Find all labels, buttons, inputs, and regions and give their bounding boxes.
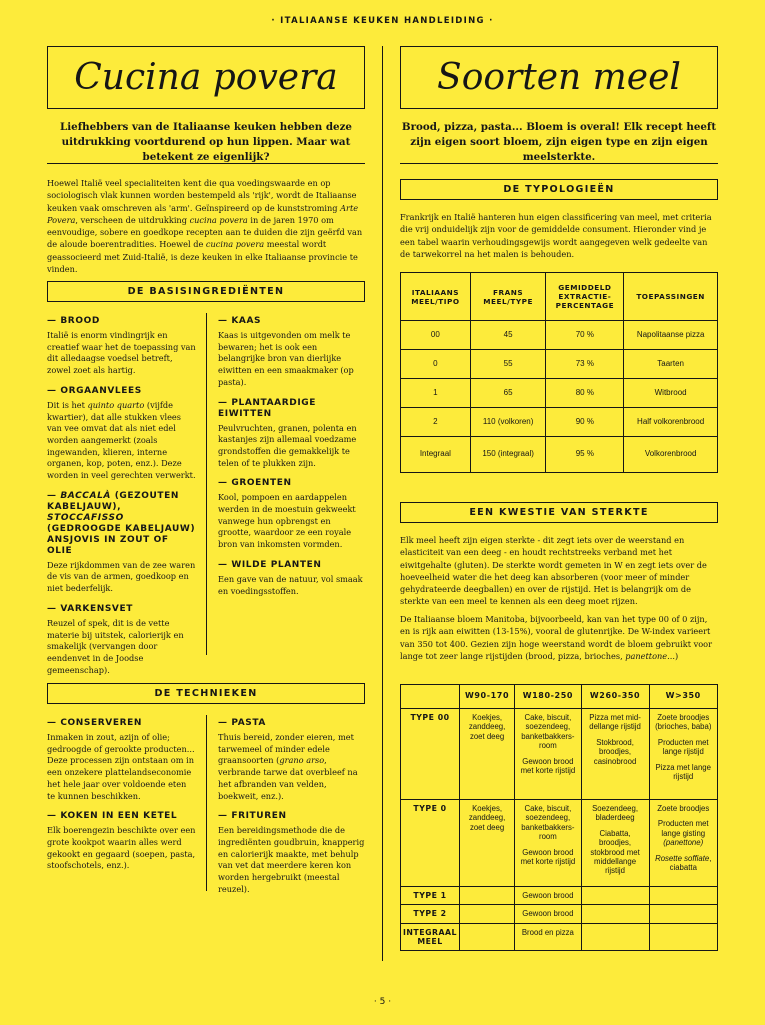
typologies-heading: DE TYPOLOGIEËN (400, 179, 718, 200)
table-cell: Napolitaanse pizza (624, 321, 718, 350)
left-body: Hoewel Italië veel specialiteiten kent die qua voedingswaarde en op sociologisch vlak kunnen worden bestempeld als 'rijk', wordt de Italiaanse keuken vaak omschreven als 'arm'. Geïnspireerd op de kunststroming Arte Povera, verscheen de uitdrukking cucina povera in de jaren 1970 om eenvoudige, sobere en goedkope recepten aan te duiden die zijn geërfd van de aloude boerentradities. Hoewel de cucina povera meestal wordt geassocieerd met Zuid-Italië, is deze keuken in elke Italiaanse provincie te vinden. (47, 178, 363, 275)
table-cell: 95 % (546, 437, 624, 473)
left-title: Cucina povera (74, 57, 338, 98)
table-cell: 45 (470, 321, 546, 350)
table-cell: 73 % (546, 350, 624, 379)
table-header: W90-170 (460, 685, 515, 709)
left-intro: Liefhebbers van de Italiaanse keuken hebben deze uitdrukking voortdurend op hun lippen. Maar wat betekent ze eigenlijk? (60, 121, 352, 163)
table-header: FRANS MEEL/TYPE (470, 273, 546, 321)
table-cell: Koekjes, zanddeeg, zoet deeg (460, 709, 515, 800)
strength-paragraph-1: Elk meel heeft zijn eigen sterkte - dit zegt iets over de weerstand en elasticiteit van een deeg - en houdt rechtstreeks verband met het eiwitgehalte (gluten). De sterkte wordt gemeten in W en zegt iets over de hoeveelheid water die het deeg kan absorberen (voor meer of minder gehydrateerde deegballen) en over de rijstijd. Het is belangrijk om de sterkte van een meel te kennen als een deeg moet rijzen. (400, 535, 707, 607)
table-cell (649, 905, 718, 923)
ingredients-col-2 (218, 316, 365, 606)
table-row (401, 408, 718, 437)
table-cell: Gewoon brood (515, 886, 581, 904)
table-cell (460, 886, 515, 904)
table-row (401, 905, 718, 923)
strength-header-row (401, 685, 718, 709)
table-cell: 55 (470, 350, 546, 379)
technique-conserveren: — CONSERVEREN Inmaken in zout, azijn of olie; gedroogde of gerookte producten... Deze processen zijn ontstaan om in een onzekere plattelandseconomie het hele jaar over voldoende eten te kunnen beschikken. (47, 718, 195, 801)
table-header (401, 685, 460, 709)
table-cell: Volkorenbrood (624, 437, 718, 473)
table-cell (581, 905, 649, 923)
table-cell (460, 905, 515, 923)
table-cell: 65 (470, 379, 546, 408)
table-cell: Cake, biscuit, soezendeeg, banketbakkers-room Gewoon brood met korte rijstijd (515, 800, 581, 887)
table-header: W180-250 (515, 685, 581, 709)
table-cell: 80 % (546, 379, 624, 408)
technique-frituren: — FRITUREN Een bereidingsmethode die de ingrediënten goudbruin, knapperig en calorierijk maakte, met behulp van vet dat meerdere keren kon worden hergebruikt (meestal reuzel). (218, 811, 365, 894)
page-center-divider (382, 46, 383, 961)
table-row (401, 350, 718, 379)
table-cell: Witbrood (624, 379, 718, 408)
table-row (401, 437, 718, 473)
table-cell: 90 % (546, 408, 624, 437)
techniques-col-2 (218, 718, 365, 904)
techniques-heading: DE TECHNIEKEN (47, 683, 365, 704)
table-header: W260-350 (581, 685, 649, 709)
table-cell (581, 923, 649, 951)
table-cell: Integraal (401, 437, 471, 473)
left-divider (47, 163, 365, 164)
strength-heading: EEN KWESTIE VAN STERKTE (400, 502, 718, 523)
right-intro: Brood, pizza, pasta... Bloem is overal! Elk recept heeft zijn eigen soort bloem, zijn eigen type en zijn eigen meelsterkte. (401, 121, 717, 163)
row-label: TYPE 00 (401, 709, 460, 800)
ingredient-groenten: — GROENTEN Kool, pompoen en aardappelen werden in de moestuin gekweekt vanwege hun opbrengst en grootte, waardoor ze een royale bron van inkomsten vormden. (218, 478, 356, 550)
table-cell: 70 % (546, 321, 624, 350)
table-cell: 0 (401, 350, 471, 379)
table-header: TOEPASSINGEN (624, 273, 718, 321)
table-row (401, 709, 718, 800)
table-cell (581, 886, 649, 904)
running-header: · ITALIAANSE KEUKEN HANDLEIDING · (271, 16, 494, 26)
table-cell: Zoete broodjes Producten met lange gisting (panettone) Rosette soffiate, ciabatta (649, 800, 718, 887)
technique-koken-in-een-ketel: — KOKEN IN EEN KETEL Elk boerengezin beschikte over een grote kookpot waarin alles werd gekookt en gegaard (soepen, pasta, stoofschotels, enz.). (47, 811, 196, 871)
table-header: W>350 (649, 685, 718, 709)
techniques-col-1 (47, 718, 197, 881)
typologies-text: Frankrijk en Italië hanteren hun eigen classificering van meel, met criteria die vrij onduidelijk zijn voor de gemiddelde consument. Hieronder vind je een tabel waarin verhoudingsgewijs wordt aangegeven welk gedeelte van de tarwekorrel na het malen is behouden. (400, 212, 712, 259)
table-header: GEMIDDELD EXTRACTIE-PERCENTAGE (546, 273, 624, 321)
right-title-box (400, 46, 718, 109)
left-title-box (47, 46, 365, 109)
table-cell: 1 (401, 379, 471, 408)
typologies-header-row (401, 273, 718, 321)
table-cell: Brood en pizza (515, 923, 581, 951)
ingredients-column-divider (206, 313, 207, 655)
table-header: ITALIAANS MEEL/TIPO (401, 273, 471, 321)
table-cell: 150 (integraal) (470, 437, 546, 473)
table-cell: Soezendeeg, bladerdeeg Ciabatta, broodjes, stokbrood met middellange rijstijd (581, 800, 649, 887)
table-cell: 110 (volkoren) (470, 408, 546, 437)
ingredients-col-1 (47, 316, 197, 685)
table-cell: Zoete broodjes (brioches, baba) Producten met lange rijstijd Pizza met lange rijstijd (649, 709, 718, 800)
ingredient-baccala: — BACCALÀ (GEZOUTEN KABELJAUW), STOCCAFISSO (GEDROOGDE KABELJAUW) ANSJOVIS IN ZOUT OF OLIE Deze rijkdommen van de zee waren de vis van de armen, goedkoop en niet bederfelijk. (47, 490, 196, 594)
table-cell (649, 886, 718, 904)
ingredient-varkensvet: — VARKENSVET Reuzel of spek, dit is de vette materie bij uitstek, calorierijk en smakelijk (vervangen door eendenvet in de Joodse gemeenschap). (47, 603, 184, 675)
table-row (401, 800, 718, 887)
table-cell: Half volkorenbrood (624, 408, 718, 437)
table-cell: Cake, biscuit, soezendeeg, banketbakkers-room Gewoon brood met korte rijstijd (515, 709, 581, 800)
right-divider (400, 163, 718, 164)
row-label: INTEGRAAL MEEL (401, 923, 460, 951)
row-label: TYPE 2 (401, 905, 460, 923)
table-cell: Gewoon brood (515, 905, 581, 923)
ingredient-wilde-planten: — WILDE PLANTEN Een gave van de natuur, vol smaak en voedingsstoffen. (218, 559, 363, 596)
table-cell: Pizza met mid-dellange rijstijd Stokbrood, broodjes, casinobrood (581, 709, 649, 800)
table-row (401, 321, 718, 350)
table-row (401, 923, 718, 951)
table-cell: 2 (401, 408, 471, 437)
table-cell (460, 923, 515, 951)
technique-pasta: — PASTA Thuis bereid, zonder eieren, met tarwemeel of minder edele graansoorten (grano arso, verbrande tarwe dat overbleef na het afbranden van velden, boekweit, enz.). (218, 718, 358, 801)
ingredient-brood: — BROOD Italië is enorm vindingrijk en creatief waar het de toepassing van dit alledaagse voedsel betreft, zowel zoet als hartig. (47, 316, 196, 376)
table-cell (649, 923, 718, 951)
ingredient-plantaardige-eiwitten: — PLANTAARDIGE EIWITTEN Peulvruchten, granen, polenta en kastanjes zijn allemaal voedzame grondstoffen die gemakkelijk te telen of te plukken zijn. (218, 397, 357, 468)
techniques-column-divider (206, 715, 207, 891)
table-row (401, 379, 718, 408)
typologies-table (400, 272, 718, 473)
ingredients-heading: DE BASISINGREDIËNTEN (47, 281, 365, 302)
ingredient-kaas: — KAAS Kaas is uitgevonden om melk te bewaren; het is ook een belangrijke bron van dierlijke eiwitten en een smaakmaker (op pasta). (218, 316, 354, 387)
table-cell: Koekjes, zanddeeg, zoet deeg (460, 800, 515, 887)
strength-table (400, 684, 718, 951)
strength-paragraph-2: De Italiaanse bloem Manitoba, bijvoorbeeld, kan van het type 00 of 0 zijn, en is rijk aan eiwitten (13-15%), vooral de glutenrijke. De W-index varieert van 350 tot 400. Gezien zijn hoge weerstand wordt de bloem gebruikt voor lange tot zeer lange rijstijden (brood, pizza, brioches, panettone...) (400, 614, 712, 661)
row-label: TYPE 0 (401, 800, 460, 887)
row-label: TYPE 1 (401, 886, 460, 904)
ingredient-orgaanvlees: — ORGAANVLEES Dit is het quinto quarto (vijfde kwartier), dat alle stukken vlees van vee omvat dat als niet edel worden aangemerkt (zoals ingewanden, klieren, interne organen, kop, poten, enz.). Deze worden in veel gerechten verwerkt. (47, 385, 196, 481)
table-row (401, 886, 718, 904)
table-cell: Taarten (624, 350, 718, 379)
page-number: · 5 · (373, 997, 392, 1007)
right-title: Soorten meel (437, 57, 681, 98)
table-cell: 00 (401, 321, 471, 350)
